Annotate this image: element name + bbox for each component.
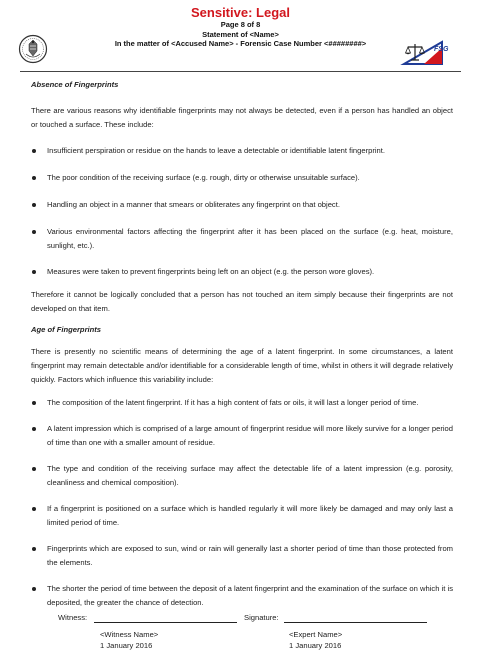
fsg-scales-logo-icon — [400, 38, 449, 68]
statement-title: Statement of <Name> — [202, 29, 279, 39]
expert-date: 1 January 2016 — [289, 641, 342, 650]
list-item: If a fingerprint is positioned on a surface which is handled regularly it will more likely be damaged and may only last a limited period of time. — [31, 502, 453, 530]
page-number: Page 8 of 8 — [220, 20, 261, 29]
bullet-icon — [32, 230, 36, 234]
expert-name: <Expert Name> — [289, 630, 343, 639]
bullet-icon — [32, 427, 36, 431]
signature-label: Signature: — [244, 613, 279, 622]
section-conclusion: Therefore it cannot be logically concluded that a person has not touched an item simply because their fingerprints are not developed on that item. — [31, 290, 453, 313]
list-item: The shorter the period of time between the deposit of a latent fingerprint and the examination of the surface on which it is deposited, the greater the chance of detection. — [31, 582, 453, 610]
list-item: Various environmental factors affecting the fingerprint after it has been placed on the surface (e.g. heat, moisture, sunlight, etc.). — [31, 225, 453, 253]
signature-block — [0, 613, 481, 655]
case-matter-line: In the matter of <Accused Name> - Forensic Case Number <########> — [114, 39, 367, 48]
bullet-icon — [32, 507, 36, 511]
bullet-icon — [32, 547, 36, 551]
section-heading: Absence of Fingerprints — [31, 80, 119, 89]
witness-name: <Witness Name> — [100, 630, 159, 639]
expert-signature-line[interactable] — [284, 622, 427, 623]
section-age-of-fingerprints — [31, 324, 453, 610]
bullet-list — [31, 144, 453, 279]
classification-label: Sensitive: Legal — [191, 5, 290, 20]
document-body — [31, 79, 453, 610]
section-intro: There is presently no scientific means of determining the age of a latent fingerprint. In some circumstances, a latent fingerprint may remain detectable and/or identifiable for a considerable length of time, whilst in others it will degrade relatively quickly. Factors which influence this variability include: — [31, 347, 453, 384]
list-item: Handling an object in a manner that smears or obliterates any fingerprint on that object. — [31, 198, 453, 212]
list-item: The composition of the latent fingerprint. If it has a high content of fats or oils, it will last a longer period of time. — [31, 396, 453, 410]
list-item: The type and condition of the receiving surface may affect the detectable life of a latent impression (e.g. porosity, cleanliness and chemical composition). — [31, 462, 453, 490]
bullet-icon — [32, 401, 36, 405]
list-item: Insufficient perspiration or residue on the hands to leave a detectable or identifiable latent fingerprint. — [31, 144, 453, 158]
witness-label: Witness: — [58, 613, 88, 622]
bullet-icon — [32, 176, 36, 180]
bullet-icon — [32, 467, 36, 471]
fsg-logo-text: FSG — [434, 46, 449, 53]
document-header — [0, 0, 481, 70]
bullet-list — [31, 396, 453, 610]
bullet-icon — [32, 270, 36, 274]
bullet-icon — [32, 203, 36, 207]
bullet-icon — [32, 587, 36, 591]
header-divider — [20, 71, 461, 72]
bullet-icon — [32, 149, 36, 153]
list-item: The poor condition of the receiving surface (e.g. rough, dirty or otherwise unsuitable surface). — [31, 171, 453, 185]
list-item: A latent impression which is comprised of a large amount of fingerprint residue will more likely survive for a longer period of time than one with a smaller amount of residue. — [31, 422, 453, 450]
witness-signature-line[interactable] — [94, 622, 237, 623]
section-absence-of-fingerprints — [31, 79, 453, 316]
witness-date: 1 January 2016 — [100, 641, 153, 650]
section-heading: Age of Fingerprints — [31, 325, 102, 334]
list-item: Fingerprints which are exposed to sun, wind or rain will generally last a shorter period of time than those protected from the elements. — [31, 542, 453, 570]
list-item: Measures were taken to prevent fingerprints being left on an object (e.g. the person wore gloves). — [31, 265, 453, 279]
section-intro: There are various reasons why identifiable fingerprints may not always be detected, even if a person has handled an object or touched a surface. These include: — [31, 106, 453, 129]
